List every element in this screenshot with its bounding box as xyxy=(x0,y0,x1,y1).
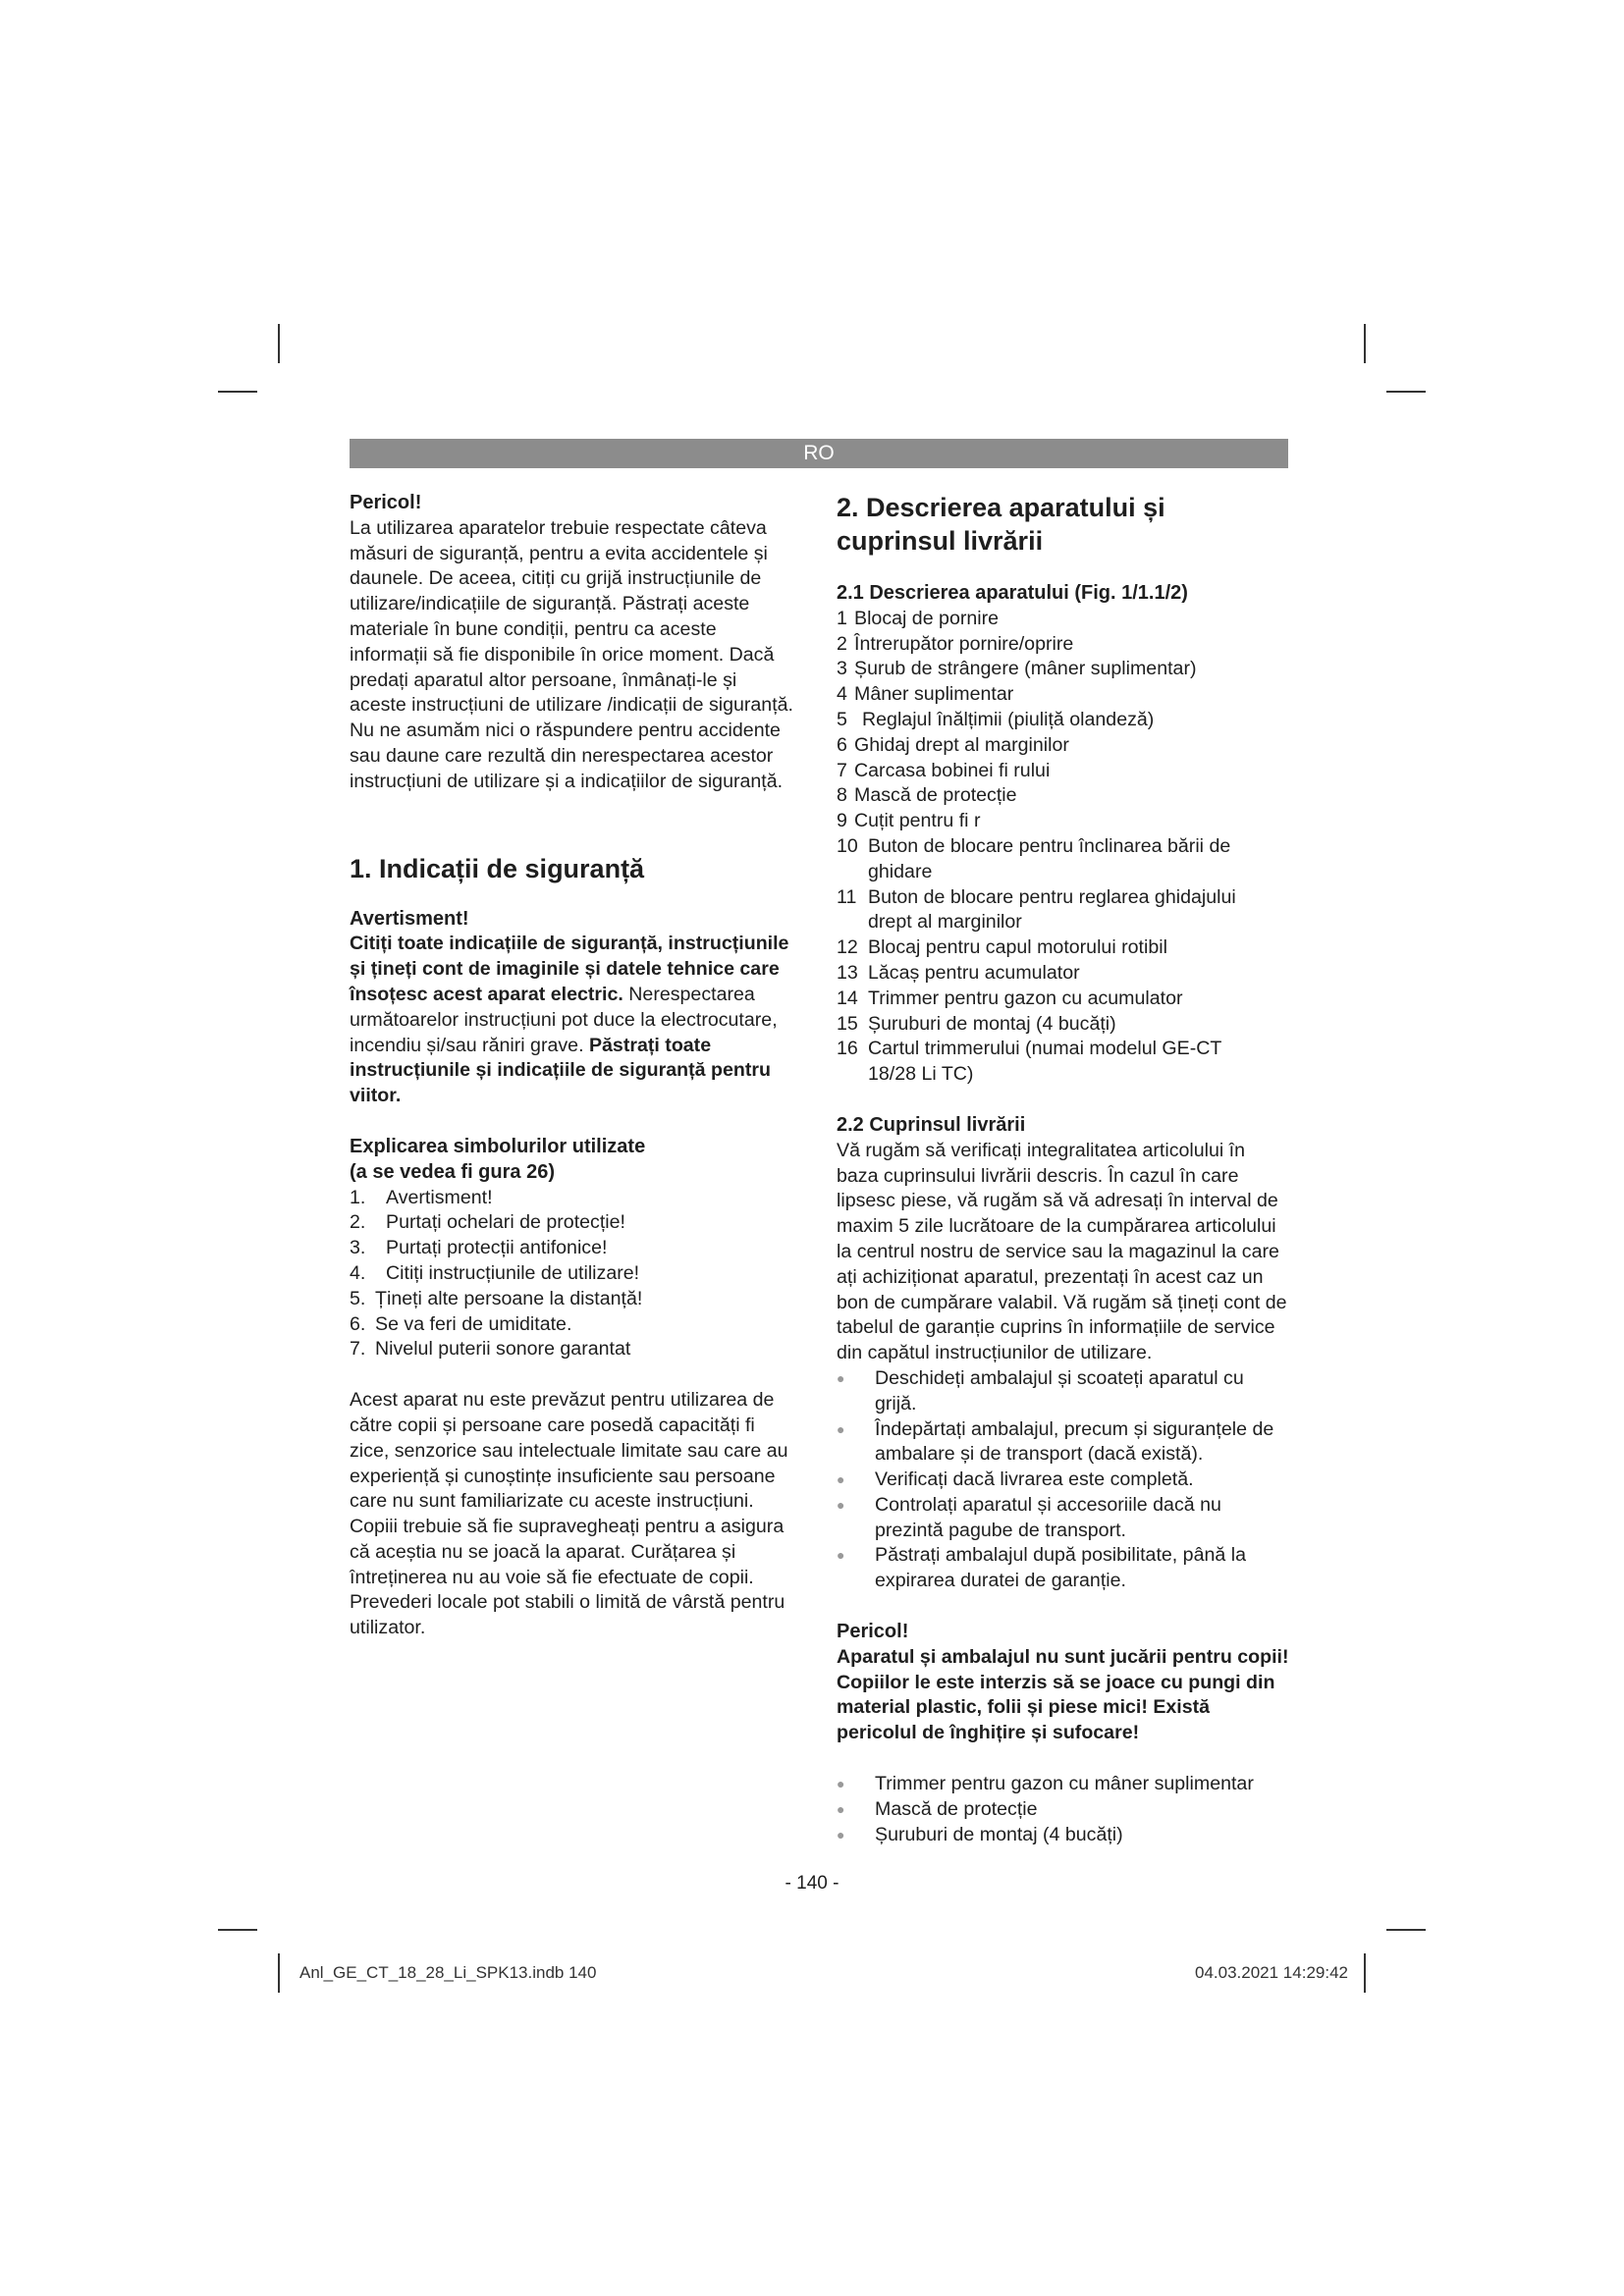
list-item: 6 Ghidaj drept al marginilor xyxy=(837,733,1069,756)
bullet-icon: ● xyxy=(837,1776,845,1792)
crop-mark-bottom-left-h xyxy=(218,1929,257,1931)
list-item: 15 Șuruburi de montaj (4 bucăți) xyxy=(837,1012,1116,1035)
list-item: ● Mască de protecție xyxy=(837,1797,1290,1823)
local-regulations-text: Prevederi locale pot stabili o limită de vârstă pentru utilizator. xyxy=(350,1591,785,1639)
bullet-icon: ● xyxy=(837,1800,845,1817)
crop-mark-top-right-h xyxy=(1386,391,1426,393)
warning-title: Avertisment! xyxy=(350,907,469,930)
parts-list xyxy=(837,607,1290,1088)
symbols-title-2: (a se vedea fi gura 26) xyxy=(350,1160,555,1183)
bullet-icon: ● xyxy=(837,1420,845,1437)
crop-mark-bottom-right-h xyxy=(1386,1929,1426,1931)
list-item: 11 Buton de blocare pentru reglarea ghidajului drept al marginilor xyxy=(837,885,1236,934)
list-item: ● Îndepărtați ambalajul, precum și siguranțele de ambalare și de transport (dacă există). xyxy=(837,1417,1290,1468)
list-item: 8 Mască de protecție xyxy=(837,784,1017,807)
list-item: 4 Mâner suplimentar xyxy=(837,683,1014,706)
children-text: Acest aparat nu este prevăzut pentru utilizarea de către copii și persoane care posedă capacități fi zice, senzorice sau intelectuale limitate sau care au experiență și cunoștințe insuficiente sau persoane care nu sunt familiarizate cu aceste instrucțiuni. Copiii trebuie să fie supravegheați pentru a asigura că aceștia nu se joacă la aparat. Curățarea și întreținerea nu au voie să fie efectuate de copii. xyxy=(350,1389,788,1588)
bullet-icon: ● xyxy=(837,1826,845,1842)
warning-bold-2: Păstrați toate instrucțiunile și indicațiile de siguranță pentru viitor. xyxy=(350,1034,771,1107)
bullet-icon: ● xyxy=(837,1369,845,1386)
list-item: 14 Trimmer pentru gazon cu acumulator xyxy=(837,987,1183,1009)
crop-mark-bottom-left-v xyxy=(278,1953,280,1993)
list-item: 3 Șurub de strângere (mâner suplimentar) xyxy=(837,658,1197,680)
footer-datetime: 04.03.2021 14:29:42 xyxy=(1195,1963,1348,1982)
list-item: ● Verificați dacă livrarea este completă. xyxy=(837,1468,1290,1493)
list-item: ● Păstrați ambalajul după posibilitate, până la expirarea duratei de garanție. xyxy=(837,1543,1290,1594)
list-item: 4. Citiți instrucțiunile de utilizare! xyxy=(350,1261,640,1284)
sub22-text: Vă rugăm să verificați integralitatea articolului în baza cuprinsului livrării descris. În cazul în care lipsesc piese, vă rugăm să vă adresați în interval de maxim 5 zile lucrătoare de la cumpărarea articolului la centrul nostru de service sau la magazinul la care ați achiziționat aparatul, prezentați în acest caz un bon de cumpărare valabil. Vă rugăm să țineți cont de tabelul de garanție cuprins în informațiile de service din capătul instrucțiunilor de utilizare. xyxy=(837,1139,1287,1364)
bullet-icon: ● xyxy=(837,1547,845,1564)
list-item: 3. Purtați protecții antifonice! xyxy=(350,1237,608,1259)
language-bar: RO xyxy=(350,439,1288,468)
list-item: 6. Se va feri de umiditate. xyxy=(350,1312,572,1335)
section2-title: 2. Descrierea aparatului și cuprinsul livrării xyxy=(837,493,1165,556)
danger-title: Pericol! xyxy=(350,492,422,513)
page-number: - 140 - xyxy=(785,1873,839,1894)
crop-mark-top-left-h xyxy=(218,391,257,393)
sub21-title: 2.1 Descrierea aparatului (Fig. 1/1.1/2) xyxy=(837,582,1188,604)
list-item: 1 Blocaj de pornire xyxy=(837,607,1000,629)
list-item: ● Trimmer pentru gazon cu mâner suplimentar xyxy=(837,1772,1290,1797)
list-item: 2 Întrerupător pornire/oprire xyxy=(837,632,1074,655)
footer-file: Anl_GE_CT_18_28_Li_SPK13.indb 140 xyxy=(299,1963,597,1982)
warning-text: Nerespectarea următoarelor instrucțiuni pot duce la electrocutare, incendiu și/sau răniri grave. xyxy=(350,983,778,1056)
bullet-icon: ● xyxy=(837,1471,845,1488)
list-item: 13 Lăcaș pentru acumulator xyxy=(837,961,1080,984)
danger-text: La utilizarea aparatelor trebuie respectate câteva măsuri de siguranță, pentru a evita accidentele și daunele. De aceea, citiți cu grijă instrucțiunile de utilizare/indicațiile de siguranță. Păstrați aceste materiale în bune condiții, pentru ca aceste informații să fie disponibile în orice moment. Dacă predați aparatul altor persoane, înmânați-le și aceste instrucțiuni de utilizare /indicații de siguranță. Nu ne asumăm nici o răspundere pentru accidente sau daune care rezultă din nerespectarea acestor instrucțiuni de utilizare și a indicațiilor de siguranță. xyxy=(350,516,793,792)
list-item: 5 Reglajul înălțimii (piuliță olandeză) xyxy=(837,708,1155,730)
danger2-title: Pericol! xyxy=(837,1621,909,1643)
list-item: ● Controlați aparatul și accesoriile dacă nu prezintă pagube de transport. xyxy=(837,1493,1290,1544)
list-item: 10 Buton de blocare pentru înclinarea bării de ghidare xyxy=(837,834,1231,882)
symbols-title-1: Explicarea simbolurilor utilizate xyxy=(350,1135,646,1157)
crop-mark-top-left-v xyxy=(278,324,280,363)
checks-list xyxy=(837,1366,1290,1594)
list-item: 9 Cuțit pentru fi r xyxy=(837,810,981,832)
warning-bold-1: Citiți toate indicațiile de siguranță, instrucțiunile și țineți cont de imaginile și datele tehnice care însoțesc acest aparat electric. xyxy=(350,933,789,1005)
left-column xyxy=(350,491,797,1641)
list-item: 2. Purtați ochelari de protecție! xyxy=(350,1211,625,1234)
warning-paragraph xyxy=(350,932,797,1109)
section1-title: 1. Indicații de siguranță xyxy=(350,853,645,883)
bullet-icon: ● xyxy=(837,1496,845,1513)
sub22-title: 2.2 Cuprinsul livrării xyxy=(837,1113,1026,1136)
list-item: 12 Blocaj pentru capul motorului rotibil xyxy=(837,936,1167,959)
delivery-list xyxy=(837,1772,1290,1847)
list-item: 1. Avertisment! xyxy=(350,1186,493,1208)
list-item: 5. Țineți alte persoane la distanță! xyxy=(350,1287,643,1309)
list-item: ● Deschideți ambalajul și scoateți aparatul cu grijă. xyxy=(837,1366,1290,1417)
list-item: 7 Carcasa bobinei fi rului xyxy=(837,759,1051,781)
list-item: 16 Cartul trimmerului (numai modelul GE-CT 18/28 Li TC) xyxy=(837,1038,1222,1086)
list-item: 7. Nivelul puterii sonore garantat xyxy=(350,1338,631,1361)
list-item: ● Șuruburi de montaj (4 bucăți) xyxy=(837,1823,1290,1848)
crop-mark-bottom-right-v xyxy=(1364,1953,1366,1993)
right-column xyxy=(837,491,1290,1847)
crop-mark-top-right-v xyxy=(1364,324,1366,363)
symbols-list xyxy=(350,1186,797,1363)
danger2-text: Aparatul și ambalajul nu sunt jucării pentru copii! Copiilor le este interzis să se joace cu pungi din material plastic, folii și piese mici! Există pericolul de înghițire și sufocare! xyxy=(837,1645,1289,1744)
